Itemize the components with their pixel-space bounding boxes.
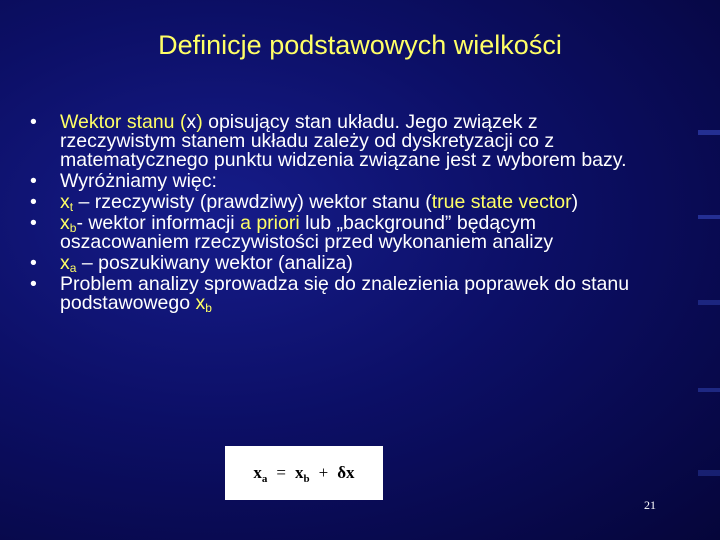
symbol-x: x bbox=[60, 212, 70, 234]
bullet-text: - wektor informacji bbox=[76, 212, 241, 234]
symbol-x: x bbox=[60, 191, 70, 213]
symbol-x: x bbox=[60, 252, 70, 274]
bullet-item-true-state bbox=[30, 193, 650, 212]
bullet-item-state-vector bbox=[30, 113, 650, 170]
symbol-subscript: b bbox=[69, 221, 77, 235]
symbol-subscript: a bbox=[69, 261, 77, 275]
formula-subscript: a bbox=[261, 473, 268, 485]
decorative-stripe bbox=[698, 215, 720, 219]
bullet-item-background bbox=[30, 214, 650, 252]
slide-title: Definicje podstawowych wielkości bbox=[158, 30, 562, 60]
formula-equals: = bbox=[276, 463, 287, 482]
bullet-item-distinguish bbox=[30, 172, 650, 191]
symbol-subscript: t bbox=[69, 200, 74, 214]
decorative-stripe bbox=[698, 470, 720, 476]
formula-increment: δx bbox=[337, 463, 355, 482]
formula-box bbox=[225, 446, 383, 500]
formula-lhs bbox=[253, 463, 267, 483]
formula-symbol: x bbox=[253, 463, 262, 482]
bullet-text: – rzeczywisty (prawdziwy) wektor stanu ( bbox=[73, 191, 432, 213]
bullet-item-problem bbox=[30, 275, 650, 313]
bullet-text: Problem analizy sprowadza się do znalezienia poprawek do stanu podstawowego bbox=[60, 273, 630, 314]
bullet-marker: • bbox=[30, 191, 37, 213]
decorative-stripe bbox=[698, 300, 720, 305]
bullet-marker: • bbox=[30, 111, 37, 133]
formula-symbol: x bbox=[295, 463, 304, 482]
page-number: 21 bbox=[644, 498, 656, 512]
decorative-stripe bbox=[698, 388, 720, 392]
formula-plus: + bbox=[318, 463, 329, 482]
bullet-text: Wyróżniamy więc: bbox=[60, 170, 217, 192]
bullet-text: opisujący stan układu. Jego związek z rzeczywistym stanem układu zależy od dyskretyzacji co z matematycznego punktu widzenia związane jest z wyborem bazy. bbox=[60, 111, 627, 171]
decorative-stripe bbox=[698, 130, 720, 135]
bullet-marker: • bbox=[30, 273, 37, 295]
highlight-text: Wektor stanu ( bbox=[60, 111, 187, 133]
bullet-list bbox=[30, 113, 650, 315]
highlight-text: ) bbox=[196, 111, 203, 133]
bullet-text: ) bbox=[571, 191, 579, 213]
bullet-marker: • bbox=[30, 252, 37, 274]
formula-rhs bbox=[295, 463, 310, 483]
bullet-item-analysis bbox=[30, 254, 650, 273]
symbol-x: x bbox=[186, 111, 197, 133]
highlight-text: true state vector bbox=[431, 191, 572, 213]
bullet-text: – poszukiwany wektor (analiza) bbox=[76, 252, 353, 274]
bullet-marker: • bbox=[30, 170, 37, 192]
bullet-text: lub „background” będącym oszacowaniem rzeczywistości przed wykonaniem analizy bbox=[60, 212, 554, 253]
bullet-marker: • bbox=[30, 212, 37, 234]
formula-subscript: b bbox=[303, 473, 310, 485]
symbol-subscript: b bbox=[205, 301, 212, 315]
highlight-text: a priori bbox=[240, 212, 300, 234]
symbol-x: x bbox=[195, 292, 206, 314]
